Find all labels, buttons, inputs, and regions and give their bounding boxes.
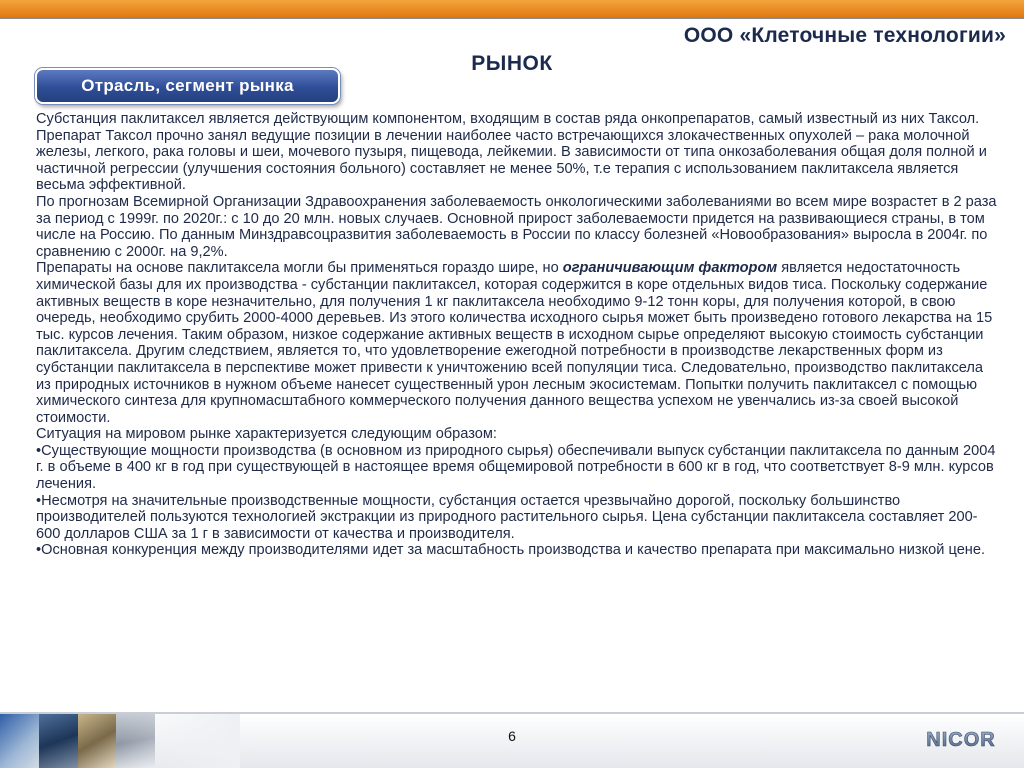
nicor-logo-text: NICOR bbox=[926, 729, 996, 750]
company-name: ООО «Клеточные технологии» bbox=[683, 24, 1006, 47]
bullet-price: •Несмотря на значительные производственные мощности, субстанция остается чрезвычайно дорогой, поскольку большинство производителей пользуются технологией экстракции из природного растительного сырья. Цена субстанции паклитаксела составляет 200-600 долларов США за 1 г в зависимости от качества и производителя. bbox=[36, 492, 978, 542]
top-accent-bar bbox=[0, 0, 1024, 17]
paragraph-limiting-factor-start: Препараты на основе паклитаксела могли бы применяться гораздо шире, но bbox=[36, 260, 563, 277]
nicor-logo bbox=[921, 728, 1001, 750]
slide-title: РЫНОК bbox=[471, 52, 553, 75]
paragraph-forecast: По прогнозам Всемирной Организации Здравоохранения заболеваемость онкологическими заболеваниями во всем мире возрастет в 2 раза за период с 1999г. по 2020г.: с 10 до 20 млн. новых случаев. Основной прирост заболеваемости придется на развивающиеся страны, в том числе на Россию. По данным Минздравсоцразвития заболеваемость в России по классу болезней «Новообразования» выросла в 2004г. по сравнению с 2000г. на 9,2%. bbox=[36, 193, 997, 260]
page-number: 6 bbox=[508, 728, 516, 744]
bullet-competition: •Основная конкуренция между производителями идет за масштабность производства и качество препарата при максимально низкой цене. bbox=[36, 542, 986, 559]
paragraph-limiting-factor-rest: является недостаточность химической базы для их производства - субстанции паклитаксел, которая содержится в коре отдельных видов тиса. Поскольку содержание активных веществ в коре незначительно, для получения 1 кг паклитаксела необходимо 9-12 тонн коры, для получения которой, в свою очередь, необходимо срубить 2000-4000 деревьев. Из этого количества исходного сырья может быть произведено готового лекарства на 15 тыс. курсов лечения. Таким образом, низкое содержание активных веществ в исходном сырье определяют высокую стоимость субстанции паклитаксела. Другим следствием, является то, что удовлетворение ежегодной потребности в производстве лекарственных форм из субстанции паклитаксела в перспективе может привести к уничтожению всей популяции тиса. Следовательно, производство паклитаксела из природных источников в нужном объеме нанесет существенный урон лесным экосистемам. Попытки получить паклитаксел с помощью химического синтеза для крупномасштабного коммерческого получения данного вещества успехом не увенчались из-за своей высокой стоимости. bbox=[36, 260, 993, 426]
paragraph-limiting-factor bbox=[36, 260, 1001, 426]
limiting-factor-emphasis: ограничивающим фактором bbox=[562, 260, 778, 277]
paragraph-substance: Субстанция паклитаксел является действующим компонентом, входящим в состав ряда онкопрепаратов, самый известный из них Таксол. Препарат Таксол прочно занял ведущие позиции в лечении наиболее часто встречающихся злокачественных опухолей – рака молочной железы, легкого, рака головы и шеи, мочевого пузыря, пищевода, лейкемии. В зависимости от типа онкозаболевания общая доля полной и частичной регрессии (улучшения состояния больного) составляет не менее 50%, т.е терапия с использованием паклитаксела является весьма эффективной. bbox=[36, 111, 987, 194]
top-divider bbox=[0, 17, 1024, 19]
bullet-capacity: •Существующие мощности производства (в основном из природного сырья) обеспечивали выпуск субстанции паклитаксела по данным 2004 г. в объеме в 400 кг в год при существующей в настоящее время общемировой потребности в 600 кг в год, что соответствует 8-9 млн. курсов лечения. bbox=[36, 442, 996, 493]
paragraph-market-intro: Ситуация на мировом рынке характеризуется следующим образом: bbox=[36, 426, 497, 443]
body-text bbox=[36, 111, 1001, 559]
section-badge: Отрасль, сегмент рынка bbox=[35, 68, 340, 104]
